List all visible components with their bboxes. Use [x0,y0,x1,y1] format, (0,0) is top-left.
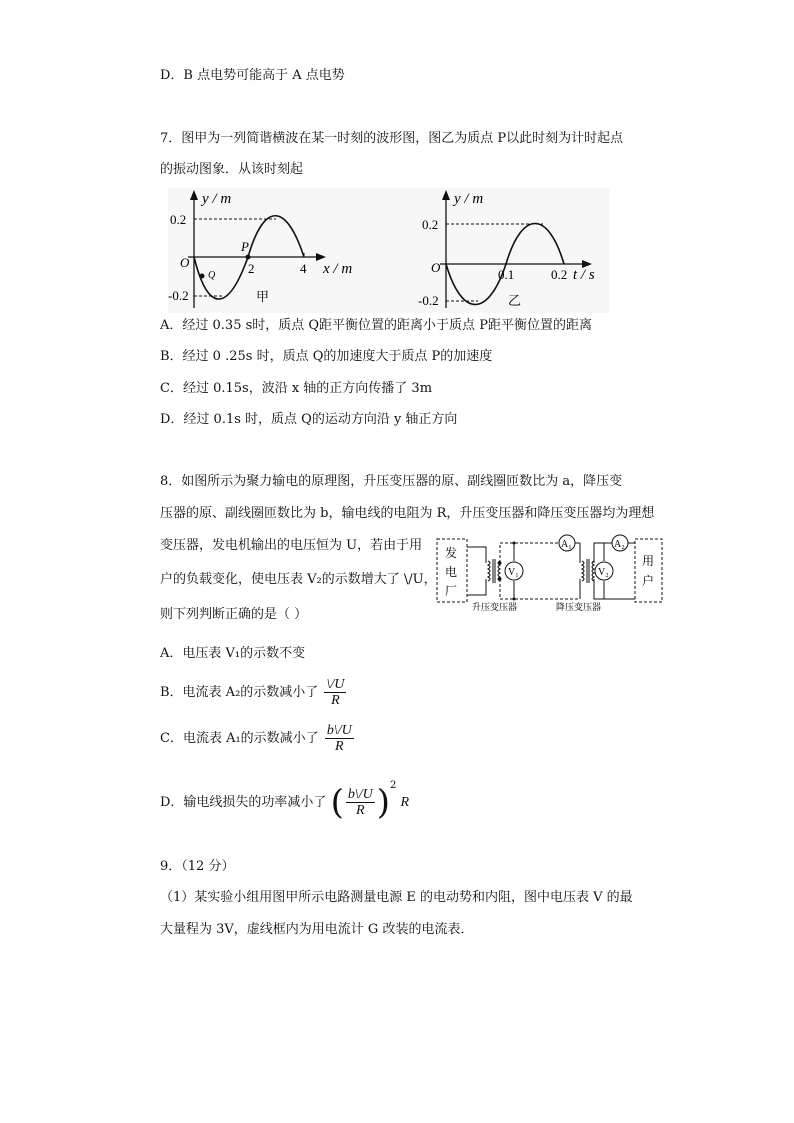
jia-x-tick-4: 4 [300,261,307,276]
q8-circuit-diagram [436,533,664,613]
yi-origin: O [431,260,441,275]
q8-option-c-text: C．电流表 A₁的示数减小了 [160,731,319,746]
q8-option-d-fraction [346,787,375,818]
q8-stem-line5: 则下列判断正确的是（ ） [160,607,308,622]
q7-option-a: A．经过 0.35 s时，质点 Q距平衡位置的距离小于质点 P距平衡位置的距离 [160,318,592,333]
q8-stem-line3: 变压器，发电机输出的电压恒为 U，若由于用 [160,538,423,553]
q8-option-c-fraction [325,723,354,754]
plant-label-1: 发 [445,546,458,560]
q7-option-c: C．经过 0.15s，波沿 x 轴的正方向传播了 3m [160,381,433,396]
yi-x-tick-1: 0.1 [498,267,515,282]
q8-option-b [160,676,348,710]
yi-x-label: t / s [573,267,595,283]
ammeter-a1: A₁ [561,539,572,550]
ammeter-a2: A₂ [614,539,625,550]
q8-option-c [160,722,356,756]
user-label-2: 户 [642,574,655,588]
step-up-label: 升压变压器 [472,602,518,612]
q6-option-d: D．B 点电势可能高于 A 点电势 [160,68,345,83]
jia-origin: O [180,255,190,270]
q8-stem-line4: 户的负载变化，使电压表 V₂的示数增大了 \/U， [160,572,437,587]
q7-wave-figures [168,188,610,313]
q7-option-d: D．经过 0.1s 时，质点 Q的运动方向沿 y 轴正方向 [160,412,458,427]
q7-option-b: B．经过 0 .25s 时，质点 Q的加速度大于质点 P的加速度 [160,349,493,364]
q9-title: 9．（12 分） [160,859,235,874]
step-down-label: 降压变压器 [556,602,602,612]
yi-y-top: 0.2 [422,217,439,232]
q8-option-b-fraction [324,677,346,708]
frac-numerator: b\/U [347,787,373,802]
jia-point-p: P [241,239,249,254]
jia-point-q: Q [208,270,216,281]
jia-x-tick-2: 2 [248,261,255,276]
right-paren: ) [376,782,390,823]
q8-option-d [160,764,409,825]
plant-label-3: 厂 [445,584,458,598]
q8-option-d-text: D．输电线损失的功率减小了 [160,795,327,810]
left-paren: ( [330,782,344,823]
frac-numerator: b\/U [326,723,352,738]
q8-stem-line1: 8．如图所示为聚力输电的原理图，升压变压器的原、副线圈匝数比为 a，降压变 [160,474,623,489]
frac-denominator: R [334,739,344,754]
frac-numerator: \/U [326,677,345,692]
plant-label-2: 电 [445,565,458,579]
voltmeter-v1: V₁ [508,567,519,578]
yi-x-tick-2: 0.2 [551,267,568,282]
q9-line1: （1）某实验小组用图甲所示电路测量电源 E 的电动势和内阻，图中电压表 V 的最 [160,890,633,905]
jia-y-label: y / m [202,191,232,207]
frac-denominator: R [356,803,365,818]
jia-y-top: 0.2 [170,212,187,227]
exponent: 2 [390,780,397,791]
yi-caption: 乙 [508,293,522,308]
yi-y-label: y / m [454,191,484,207]
yi-y-bottom: -0.2 [418,293,439,308]
q8-option-b-text: B．电流表 A₂的示数减小了 [160,685,319,700]
q7-stem-line1: 7．图甲为一列简谐横波在某一时刻的波形图，图乙为质点 P以此时刻为计时起点 [160,131,624,146]
jia-x-label: x / m [323,261,353,277]
q8-option-a: A．电压表 V₁的示数不变 [160,646,306,661]
user-label-1: 用 [642,554,655,568]
q8-option-d-r: R [400,795,410,810]
jia-y-bottom: -0.2 [168,288,189,303]
q8-stem-line2: 压器的原、副线圈匝数比为 b，输电线的电阻为 R，升压变压器和降压变压器均为理想 [160,506,655,521]
voltmeter-v2: V₂ [598,567,609,578]
frac-denominator: R [331,693,340,708]
q7-stem-line2: 的振动图象．从该时刻起 [160,162,304,177]
jia-caption: 甲 [256,289,270,304]
q9-line2: 大量程为 3V，虚线框内为用电流计 G 改装的电流表． [160,922,474,937]
